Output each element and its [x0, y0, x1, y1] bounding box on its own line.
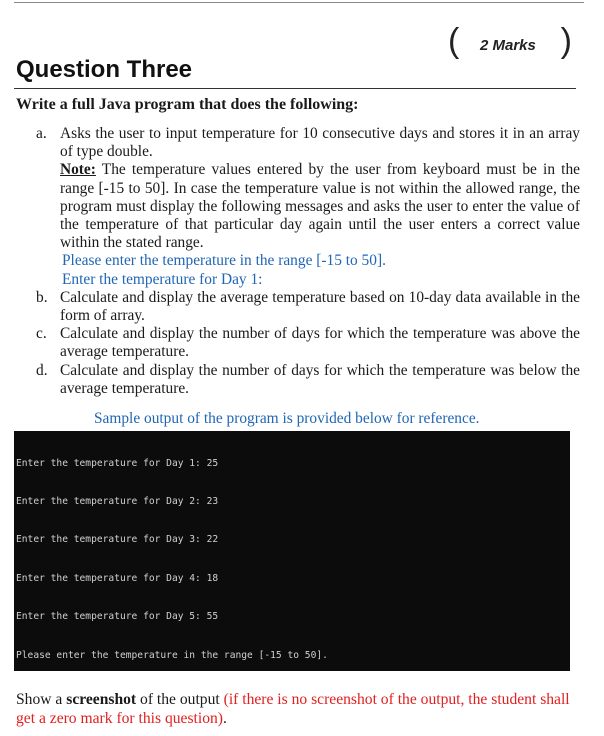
task-marker: d.: [36, 361, 48, 379]
task-text: Asks the user to input temperature for 10 consecutive days and stores it in an array of type double.: [60, 125, 580, 161]
question-intro: Write a full Java program that does the following:: [16, 96, 359, 113]
task-item-c: [0, 325, 580, 361]
task-marker: a.: [36, 125, 47, 142]
range-message: Please enter the temperature in the range [-15 to 50].: [62, 252, 386, 270]
console-line: Enter the temperature for Day 3: 22: [16, 534, 219, 546]
task-text: Calculate and display the number of days for which the temperature was below the average temperature.: [60, 361, 580, 397]
reentry-message: Enter the temperature for Day 1:: [62, 270, 263, 288]
task-item-a: [0, 125, 580, 289]
console-line: Enter the temperature for Day 1: 25: [16, 457, 219, 469]
console-output: [14, 431, 570, 671]
task-marker: c.: [36, 325, 47, 343]
screenshot-instruction: [16, 690, 576, 728]
task-item-b: [0, 289, 580, 325]
question-heading: Question Three: [16, 56, 193, 83]
console-line: Enter the temperature for Day 5: 55: [16, 611, 219, 623]
footer-bold: screenshot: [66, 691, 137, 708]
footer-middle: of the output: [136, 691, 224, 708]
note-text: The temperature values entered by the user from keyboard must be in the range [-15 to 50]. In case the temperature value is not within the allowed range, the program must display the following messages and asks the user to enter the value of the temperature of that particular day again until the user enters a correct value within the stated range.: [60, 161, 580, 252]
marks-box: [446, 22, 574, 64]
marks-right-paren: ): [560, 22, 572, 60]
footer-warning: (if there is no screenshot of the output, the student shall get a zero mark for this question): [16, 691, 570, 727]
top-divider: [14, 2, 584, 3]
footer-prefix: Show a: [16, 691, 67, 708]
marks-label: 2 Marks: [480, 37, 536, 54]
note-label: Note:: [60, 161, 96, 179]
task-list: [0, 125, 580, 398]
footer-suffix: .: [222, 710, 227, 727]
task-marker: b.: [36, 288, 48, 306]
task-text: Calculate and display the average temperature based on 10-day data available in the form of array.: [60, 288, 580, 325]
sample-output-caption: Sample output of the program is provided below for reference.: [94, 410, 480, 427]
heading-divider: [14, 88, 576, 89]
task-text: Calculate and display the number of days for which the temperature was above the average temperature.: [60, 325, 580, 361]
console-line: Enter the temperature for Day 2: 23: [16, 495, 219, 507]
task-item-d: [0, 362, 580, 398]
console-line: Please enter the temperature in the range [-15 to 50].: [16, 649, 328, 661]
marks-left-paren: (: [448, 22, 460, 60]
console-line: Enter the temperature for Day 4: 18: [16, 572, 219, 584]
